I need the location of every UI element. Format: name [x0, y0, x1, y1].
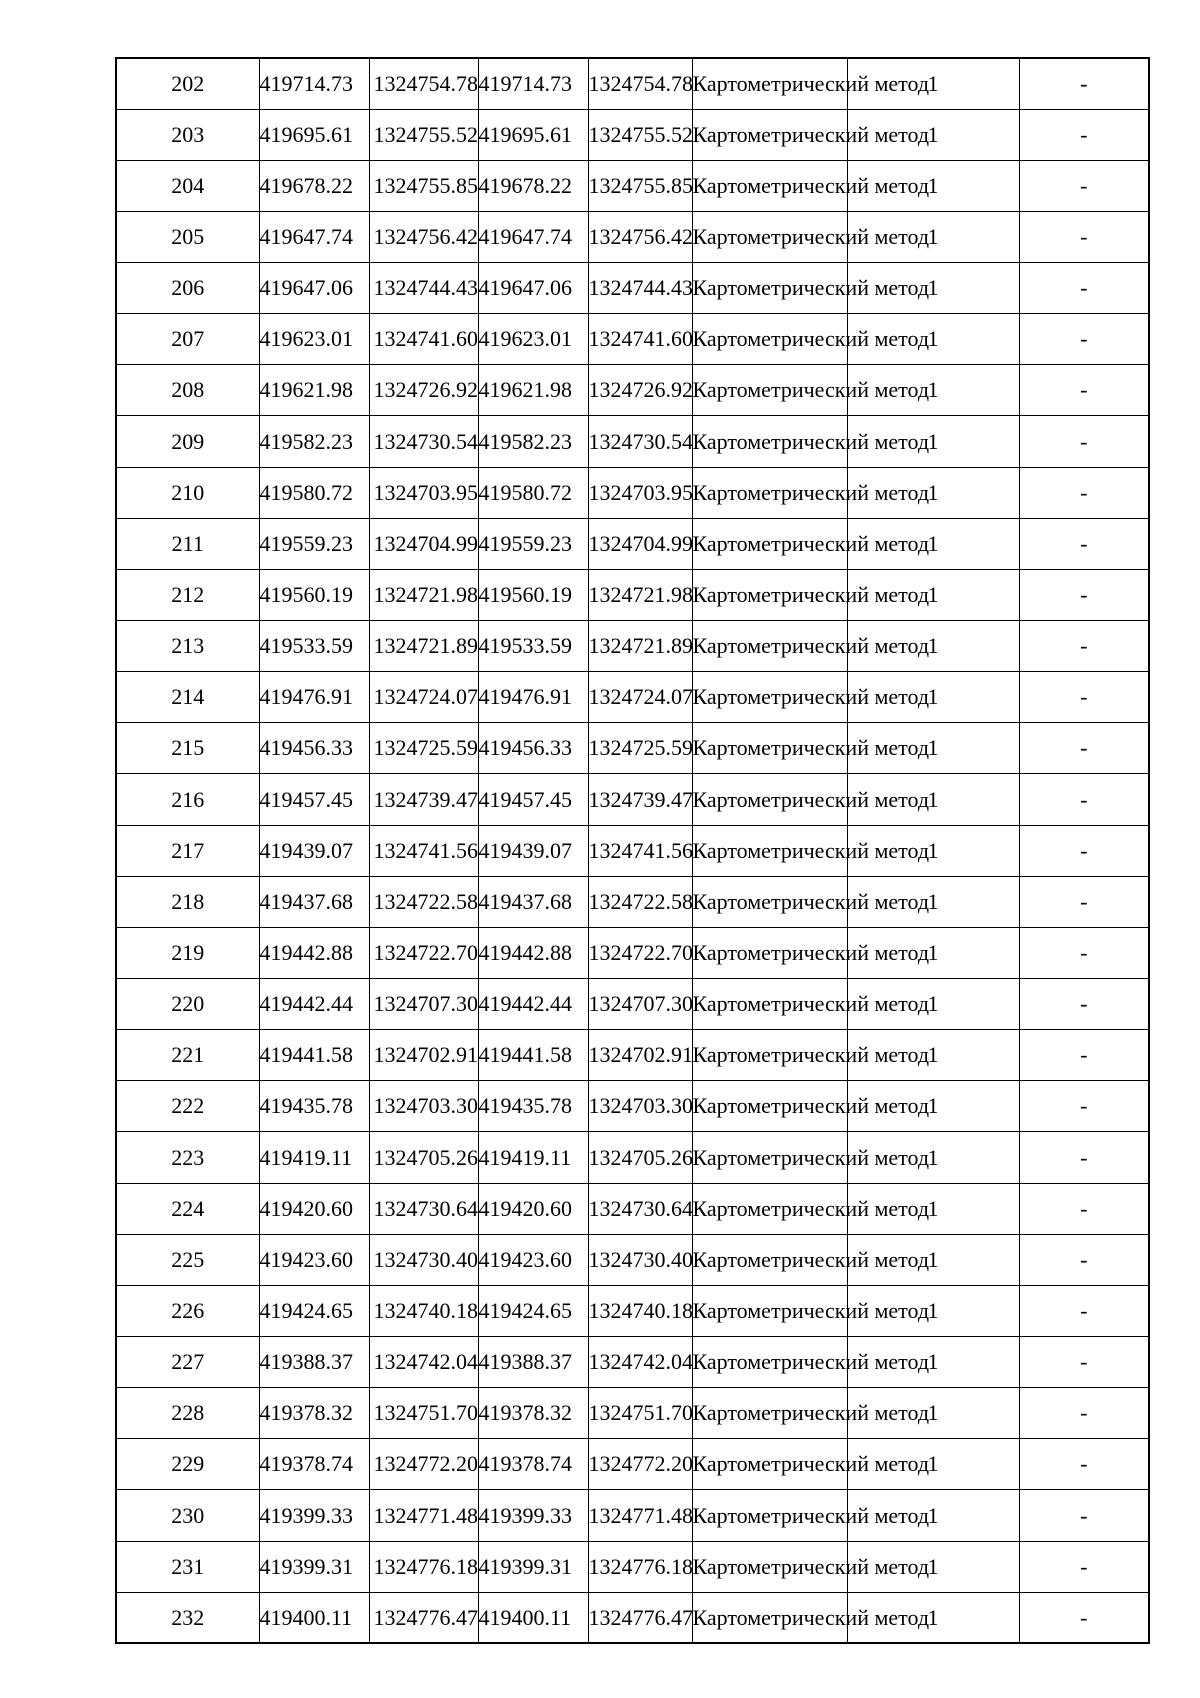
note-cell: - [1019, 672, 1149, 723]
existing-y-cell: 1324756.42 [369, 211, 478, 262]
method-cell: Картометрический метод [692, 1234, 847, 1285]
table-row [116, 672, 1149, 723]
point-number-cell: 229 [116, 1439, 259, 1490]
point-number-cell: 215 [116, 723, 259, 774]
method-cell: Картометрический метод [692, 1388, 847, 1439]
existing-y-cell: 1324721.89 [369, 621, 478, 672]
existing-y-cell: 1324724.07 [369, 672, 478, 723]
note-cell: - [1019, 979, 1149, 1030]
table-row [116, 723, 1149, 774]
table-row [116, 1132, 1149, 1183]
existing-x-cell: 419388.37 [259, 1337, 369, 1388]
existing-x-cell: 419437.68 [259, 876, 369, 927]
new-y-cell: 1324702.91 [588, 1030, 692, 1081]
method-cell: Картометрический метод [692, 979, 847, 1030]
method-cell: Картометрический метод [692, 314, 847, 365]
point-number-cell: 224 [116, 1183, 259, 1234]
note-cell: - [1019, 1234, 1149, 1285]
new-y-cell: 1324776.47 [588, 1592, 692, 1643]
existing-x-cell: 419647.74 [259, 211, 369, 262]
note-cell: - [1019, 621, 1149, 672]
note-cell: - [1019, 774, 1149, 825]
existing-y-cell: 1324741.60 [369, 314, 478, 365]
point-number-cell: 218 [116, 876, 259, 927]
point-number-cell: 228 [116, 1388, 259, 1439]
table-row [116, 1592, 1149, 1643]
method-cell: Картометрический метод [692, 1081, 847, 1132]
new-y-cell: 1324721.98 [588, 569, 692, 620]
existing-y-cell: 1324740.18 [369, 1285, 478, 1336]
new-y-cell: 1324730.40 [588, 1234, 692, 1285]
point-number-cell: 222 [116, 1081, 259, 1132]
new-x-cell: 419435.78 [478, 1081, 588, 1132]
table-row [116, 109, 1149, 160]
existing-x-cell: 419424.65 [259, 1285, 369, 1336]
existing-y-cell: 1324776.47 [369, 1592, 478, 1643]
new-y-cell: 1324724.07 [588, 672, 692, 723]
table-row [116, 774, 1149, 825]
existing-x-cell: 419457.45 [259, 774, 369, 825]
new-y-cell: 1324741.60 [588, 314, 692, 365]
existing-y-cell: 1324704.99 [369, 518, 478, 569]
accuracy-cell: 1 [847, 1541, 1019, 1592]
table-row [116, 979, 1149, 1030]
existing-x-cell: 419580.72 [259, 467, 369, 518]
note-cell: - [1019, 58, 1149, 109]
new-y-cell: 1324725.59 [588, 723, 692, 774]
new-x-cell: 419399.31 [478, 1541, 588, 1592]
point-number-cell: 220 [116, 979, 259, 1030]
existing-y-cell: 1324726.92 [369, 365, 478, 416]
document-page [115, 57, 1148, 1644]
point-number-cell: 212 [116, 569, 259, 620]
accuracy-cell: 1 [847, 314, 1019, 365]
accuracy-cell: 1 [847, 1183, 1019, 1234]
accuracy-cell: 1 [847, 1439, 1019, 1490]
new-x-cell: 419388.37 [478, 1337, 588, 1388]
existing-y-cell: 1324744.43 [369, 263, 478, 314]
point-number-cell: 227 [116, 1337, 259, 1388]
table-row [116, 876, 1149, 927]
method-cell: Картометрический метод [692, 774, 847, 825]
method-cell: Картометрический метод [692, 109, 847, 160]
new-x-cell: 419399.33 [478, 1490, 588, 1541]
existing-x-cell: 419399.33 [259, 1490, 369, 1541]
accuracy-cell: 1 [847, 1337, 1019, 1388]
accuracy-cell: 1 [847, 1234, 1019, 1285]
note-cell: - [1019, 109, 1149, 160]
method-cell: Картометрический метод [692, 365, 847, 416]
point-number-cell: 221 [116, 1030, 259, 1081]
method-cell: Картометрический метод [692, 1285, 847, 1336]
note-cell: - [1019, 1132, 1149, 1183]
note-cell: - [1019, 1030, 1149, 1081]
new-y-cell: 1324744.43 [588, 263, 692, 314]
existing-x-cell: 419378.74 [259, 1439, 369, 1490]
new-x-cell: 419441.58 [478, 1030, 588, 1081]
note-cell: - [1019, 1490, 1149, 1541]
existing-x-cell: 419714.73 [259, 58, 369, 109]
table-row [116, 518, 1149, 569]
accuracy-cell: 1 [847, 927, 1019, 978]
new-y-cell: 1324730.54 [588, 416, 692, 467]
note-cell: - [1019, 518, 1149, 569]
new-x-cell: 419442.88 [478, 927, 588, 978]
new-y-cell: 1324722.58 [588, 876, 692, 927]
note-cell: - [1019, 365, 1149, 416]
accuracy-cell: 1 [847, 1081, 1019, 1132]
table-row [116, 416, 1149, 467]
new-x-cell: 419400.11 [478, 1592, 588, 1643]
accuracy-cell: 1 [847, 621, 1019, 672]
existing-y-cell: 1324751.70 [369, 1388, 478, 1439]
accuracy-cell: 1 [847, 1132, 1019, 1183]
method-cell: Картометрический метод [692, 569, 847, 620]
accuracy-cell: 1 [847, 1030, 1019, 1081]
note-cell: - [1019, 314, 1149, 365]
existing-y-cell: 1324721.98 [369, 569, 478, 620]
new-y-cell: 1324703.30 [588, 1081, 692, 1132]
existing-x-cell: 419647.06 [259, 263, 369, 314]
accuracy-cell: 1 [847, 672, 1019, 723]
table-row [116, 1490, 1149, 1541]
note-cell: - [1019, 1183, 1149, 1234]
table-row [116, 1081, 1149, 1132]
new-x-cell: 419419.11 [478, 1132, 588, 1183]
new-x-cell: 419647.06 [478, 263, 588, 314]
existing-y-cell: 1324703.95 [369, 467, 478, 518]
new-x-cell: 419582.23 [478, 416, 588, 467]
new-y-cell: 1324721.89 [588, 621, 692, 672]
point-number-cell: 205 [116, 211, 259, 262]
existing-y-cell: 1324755.85 [369, 160, 478, 211]
existing-y-cell: 1324742.04 [369, 1337, 478, 1388]
method-cell: Картометрический метод [692, 1183, 847, 1234]
new-y-cell: 1324703.95 [588, 467, 692, 518]
new-x-cell: 419378.32 [478, 1388, 588, 1439]
new-x-cell: 419476.91 [478, 672, 588, 723]
table-row [116, 1183, 1149, 1234]
table-row [116, 263, 1149, 314]
existing-x-cell: 419582.23 [259, 416, 369, 467]
accuracy-cell: 1 [847, 467, 1019, 518]
new-y-cell: 1324707.30 [588, 979, 692, 1030]
method-cell: Картометрический метод [692, 263, 847, 314]
existing-x-cell: 419623.01 [259, 314, 369, 365]
method-cell: Картометрический метод [692, 723, 847, 774]
method-cell: Картометрический метод [692, 1592, 847, 1643]
new-x-cell: 419695.61 [478, 109, 588, 160]
note-cell: - [1019, 1388, 1149, 1439]
existing-x-cell: 419442.44 [259, 979, 369, 1030]
new-y-cell: 1324755.52 [588, 109, 692, 160]
new-y-cell: 1324722.70 [588, 927, 692, 978]
point-number-cell: 214 [116, 672, 259, 723]
existing-y-cell: 1324722.58 [369, 876, 478, 927]
note-cell: - [1019, 160, 1149, 211]
note-cell: - [1019, 569, 1149, 620]
new-y-cell: 1324726.92 [588, 365, 692, 416]
table-body [116, 58, 1149, 1643]
existing-x-cell: 419442.88 [259, 927, 369, 978]
point-number-cell: 225 [116, 1234, 259, 1285]
new-y-cell: 1324704.99 [588, 518, 692, 569]
accuracy-cell: 1 [847, 518, 1019, 569]
method-cell: Картометрический метод [692, 467, 847, 518]
point-number-cell: 232 [116, 1592, 259, 1643]
new-x-cell: 419621.98 [478, 365, 588, 416]
point-number-cell: 230 [116, 1490, 259, 1541]
existing-y-cell: 1324776.18 [369, 1541, 478, 1592]
accuracy-cell: 1 [847, 416, 1019, 467]
point-number-cell: 217 [116, 825, 259, 876]
existing-y-cell: 1324754.78 [369, 58, 478, 109]
point-number-cell: 208 [116, 365, 259, 416]
new-x-cell: 419678.22 [478, 160, 588, 211]
note-cell: - [1019, 1081, 1149, 1132]
existing-x-cell: 419420.60 [259, 1183, 369, 1234]
new-y-cell: 1324755.85 [588, 160, 692, 211]
method-cell: Картометрический метод [692, 1337, 847, 1388]
note-cell: - [1019, 927, 1149, 978]
accuracy-cell: 1 [847, 109, 1019, 160]
new-x-cell: 419560.19 [478, 569, 588, 620]
note-cell: - [1019, 211, 1149, 262]
existing-x-cell: 419456.33 [259, 723, 369, 774]
point-number-cell: 204 [116, 160, 259, 211]
method-cell: Картометрический метод [692, 876, 847, 927]
point-number-cell: 211 [116, 518, 259, 569]
new-y-cell: 1324730.64 [588, 1183, 692, 1234]
method-cell: Картометрический метод [692, 825, 847, 876]
new-y-cell: 1324705.26 [588, 1132, 692, 1183]
new-x-cell: 419456.33 [478, 723, 588, 774]
existing-x-cell: 419441.58 [259, 1030, 369, 1081]
method-cell: Картометрический метод [692, 1132, 847, 1183]
table-row [116, 1234, 1149, 1285]
existing-x-cell: 419678.22 [259, 160, 369, 211]
accuracy-cell: 1 [847, 1592, 1019, 1643]
existing-y-cell: 1324730.54 [369, 416, 478, 467]
method-cell: Картометрический метод [692, 927, 847, 978]
existing-y-cell: 1324771.48 [369, 1490, 478, 1541]
new-x-cell: 419439.07 [478, 825, 588, 876]
table-row [116, 365, 1149, 416]
new-x-cell: 419580.72 [478, 467, 588, 518]
new-y-cell: 1324739.47 [588, 774, 692, 825]
existing-y-cell: 1324730.40 [369, 1234, 478, 1285]
note-cell: - [1019, 1541, 1149, 1592]
table-row [116, 1285, 1149, 1336]
existing-y-cell: 1324730.64 [369, 1183, 478, 1234]
existing-y-cell: 1324703.30 [369, 1081, 478, 1132]
point-number-cell: 216 [116, 774, 259, 825]
existing-y-cell: 1324741.56 [369, 825, 478, 876]
accuracy-cell: 1 [847, 263, 1019, 314]
accuracy-cell: 1 [847, 979, 1019, 1030]
method-cell: Картометрический метод [692, 672, 847, 723]
table-row [116, 1541, 1149, 1592]
table-row [116, 927, 1149, 978]
table-row [116, 314, 1149, 365]
note-cell: - [1019, 467, 1149, 518]
table-row [116, 1337, 1149, 1388]
method-cell: Картометрический метод [692, 518, 847, 569]
existing-y-cell: 1324772.20 [369, 1439, 478, 1490]
accuracy-cell: 1 [847, 569, 1019, 620]
table-row [116, 569, 1149, 620]
existing-x-cell: 419695.61 [259, 109, 369, 160]
existing-y-cell: 1324722.70 [369, 927, 478, 978]
note-cell: - [1019, 723, 1149, 774]
new-y-cell: 1324756.42 [588, 211, 692, 262]
note-cell: - [1019, 1592, 1149, 1643]
point-number-cell: 231 [116, 1541, 259, 1592]
existing-x-cell: 419419.11 [259, 1132, 369, 1183]
point-number-cell: 206 [116, 263, 259, 314]
method-cell: Картометрический метод [692, 621, 847, 672]
table-row [116, 621, 1149, 672]
existing-y-cell: 1324702.91 [369, 1030, 478, 1081]
new-x-cell: 419420.60 [478, 1183, 588, 1234]
new-x-cell: 419423.60 [478, 1234, 588, 1285]
existing-y-cell: 1324739.47 [369, 774, 478, 825]
point-number-cell: 223 [116, 1132, 259, 1183]
accuracy-cell: 1 [847, 825, 1019, 876]
method-cell: Картометрический метод [692, 1030, 847, 1081]
method-cell: Картометрический метод [692, 160, 847, 211]
table-row [116, 1439, 1149, 1490]
accuracy-cell: 1 [847, 365, 1019, 416]
accuracy-cell: 1 [847, 1388, 1019, 1439]
existing-y-cell: 1324707.30 [369, 979, 478, 1030]
accuracy-cell: 1 [847, 1490, 1019, 1541]
new-x-cell: 419559.23 [478, 518, 588, 569]
point-number-cell: 219 [116, 927, 259, 978]
new-x-cell: 419424.65 [478, 1285, 588, 1336]
method-cell: Картометрический метод [692, 211, 847, 262]
new-x-cell: 419437.68 [478, 876, 588, 927]
existing-x-cell: 419378.32 [259, 1388, 369, 1439]
note-cell: - [1019, 263, 1149, 314]
new-x-cell: 419442.44 [478, 979, 588, 1030]
accuracy-cell: 1 [847, 58, 1019, 109]
accuracy-cell: 1 [847, 211, 1019, 262]
existing-y-cell: 1324705.26 [369, 1132, 478, 1183]
table-row [116, 211, 1149, 262]
point-number-cell: 226 [116, 1285, 259, 1336]
new-x-cell: 419457.45 [478, 774, 588, 825]
method-cell: Картометрический метод [692, 416, 847, 467]
existing-x-cell: 419399.31 [259, 1541, 369, 1592]
accuracy-cell: 1 [847, 723, 1019, 774]
new-y-cell: 1324742.04 [588, 1337, 692, 1388]
new-y-cell: 1324740.18 [588, 1285, 692, 1336]
accuracy-cell: 1 [847, 774, 1019, 825]
point-number-cell: 209 [116, 416, 259, 467]
existing-x-cell: 419435.78 [259, 1081, 369, 1132]
existing-x-cell: 419400.11 [259, 1592, 369, 1643]
new-x-cell: 419623.01 [478, 314, 588, 365]
new-x-cell: 419378.74 [478, 1439, 588, 1490]
table-row [116, 1030, 1149, 1081]
table-row [116, 1388, 1149, 1439]
note-cell: - [1019, 1337, 1149, 1388]
accuracy-cell: 1 [847, 1285, 1019, 1336]
note-cell: - [1019, 825, 1149, 876]
table-row [116, 160, 1149, 211]
note-cell: - [1019, 876, 1149, 927]
table-row [116, 58, 1149, 109]
new-x-cell: 419533.59 [478, 621, 588, 672]
existing-x-cell: 419559.23 [259, 518, 369, 569]
new-y-cell: 1324741.56 [588, 825, 692, 876]
method-cell: Картометрический метод [692, 58, 847, 109]
method-cell: Картометрический метод [692, 1541, 847, 1592]
existing-y-cell: 1324755.52 [369, 109, 478, 160]
new-y-cell: 1324776.18 [588, 1541, 692, 1592]
accuracy-cell: 1 [847, 160, 1019, 211]
table-row [116, 825, 1149, 876]
existing-x-cell: 419439.07 [259, 825, 369, 876]
existing-x-cell: 419476.91 [259, 672, 369, 723]
point-number-cell: 213 [116, 621, 259, 672]
new-y-cell: 1324771.48 [588, 1490, 692, 1541]
existing-y-cell: 1324725.59 [369, 723, 478, 774]
note-cell: - [1019, 1285, 1149, 1336]
existing-x-cell: 419621.98 [259, 365, 369, 416]
accuracy-cell: 1 [847, 876, 1019, 927]
new-y-cell: 1324754.78 [588, 58, 692, 109]
table-row [116, 467, 1149, 518]
note-cell: - [1019, 416, 1149, 467]
point-number-cell: 203 [116, 109, 259, 160]
point-number-cell: 202 [116, 58, 259, 109]
method-cell: Картометрический метод [692, 1490, 847, 1541]
existing-x-cell: 419533.59 [259, 621, 369, 672]
new-y-cell: 1324751.70 [588, 1388, 692, 1439]
existing-x-cell: 419560.19 [259, 569, 369, 620]
new-x-cell: 419647.74 [478, 211, 588, 262]
point-number-cell: 207 [116, 314, 259, 365]
note-cell: - [1019, 1439, 1149, 1490]
method-cell: Картометрический метод [692, 1439, 847, 1490]
coordinates-table [115, 57, 1150, 1644]
new-y-cell: 1324772.20 [588, 1439, 692, 1490]
point-number-cell: 210 [116, 467, 259, 518]
existing-x-cell: 419423.60 [259, 1234, 369, 1285]
new-x-cell: 419714.73 [478, 58, 588, 109]
